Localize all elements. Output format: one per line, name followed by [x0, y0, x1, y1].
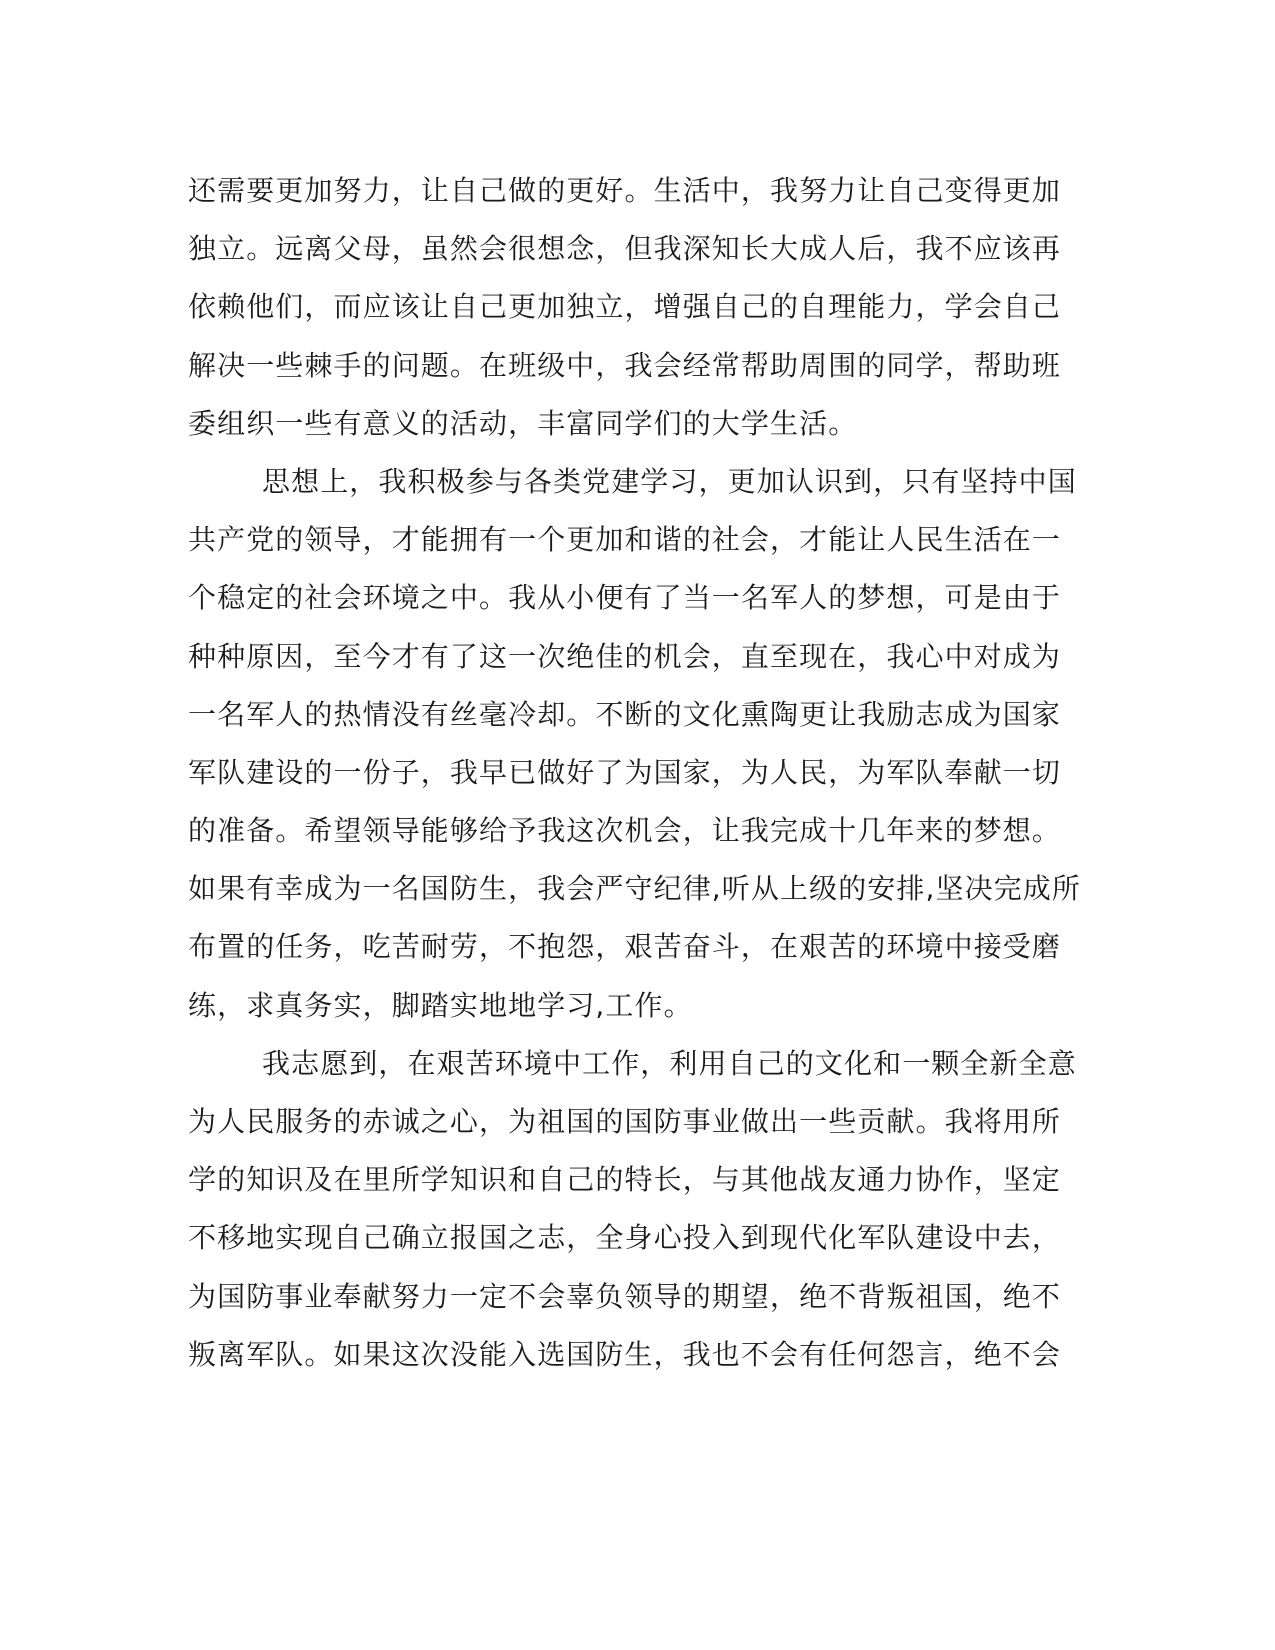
- text-line: 委组织一些有意义的活动，丰富同学们的大学生活。: [188, 406, 858, 440]
- text-line: 独立。远离父母，虽然会很想念，但我深知长大成人后，我不应该再: [188, 232, 1062, 266]
- text-line: 共产党的领导，才能拥有一个更加和谐的社会，才能让人民生活在一: [188, 523, 1062, 557]
- text-line: 种种原因，至今才有了这一次绝佳的机会，直至现在，我心中对成为: [188, 639, 1062, 673]
- text-line: 如果有幸成为一名国防生，我会严守纪律,听从上级的安排,坚决完成所: [188, 872, 1082, 906]
- paragraph-start-line: 我志愿到，在艰苦环境中工作，利用自己的文化和一颗全新全意: [262, 1046, 1077, 1080]
- text-line: 军队建设的一份子，我早已做好了为国家，为人民，为军队奉献一切: [188, 755, 1062, 789]
- text-line: 练，求真务实，脚踏实地地学习,工作。: [188, 988, 693, 1022]
- text-line: 个稳定的社会环境之中。我从小便有了当一名军人的梦想，可是由于: [188, 581, 1062, 615]
- text-line: 为国防事业奉献努力一定不会辜负领导的期望，绝不背叛祖国，绝不: [188, 1279, 1062, 1313]
- paragraph-start-line: 思想上，我积极参与各类党建学习，更加认识到，只有坚持中国: [262, 464, 1077, 498]
- text-line: 学的知识及在里所学知识和自己的特长，与其他战友通力协作，坚定: [188, 1163, 1062, 1197]
- text-line: 叛离军队。如果这次没能入选国防生，我也不会有任何怨言，绝不会: [188, 1337, 1062, 1371]
- text-line: 不移地实现自己确立报国之志，全身心投入到现代化军队建设中去，: [188, 1221, 1062, 1255]
- text-line: 为人民服务的赤诚之心，为祖国的国防事业做出一些贡献。我将用所: [188, 1105, 1062, 1138]
- text-line: 依赖他们，而应该让自己更加独立，增强自己的自理能力，学会自己: [188, 290, 1062, 324]
- text-line: 一名军人的热情没有丝毫冷却。不断的文化熏陶更让我励志成为国家: [188, 697, 1062, 731]
- text-line: 布置的任务，吃苦耐劳，不抱怨，艰苦奋斗，在艰苦的环境中接受磨: [188, 930, 1062, 964]
- text-line: 还需要更加努力，让自己做的更好。生活中，我努力让自己变得更加: [188, 174, 1062, 207]
- text-line: 解决一些棘手的问题。在班级中，我会经常帮助周围的同学，帮助班: [188, 348, 1062, 382]
- body-text: [188, 162, 1088, 1384]
- text-line: 的准备。希望领导能够给予我这次机会，让我完成十几年来的梦想。: [188, 814, 1062, 848]
